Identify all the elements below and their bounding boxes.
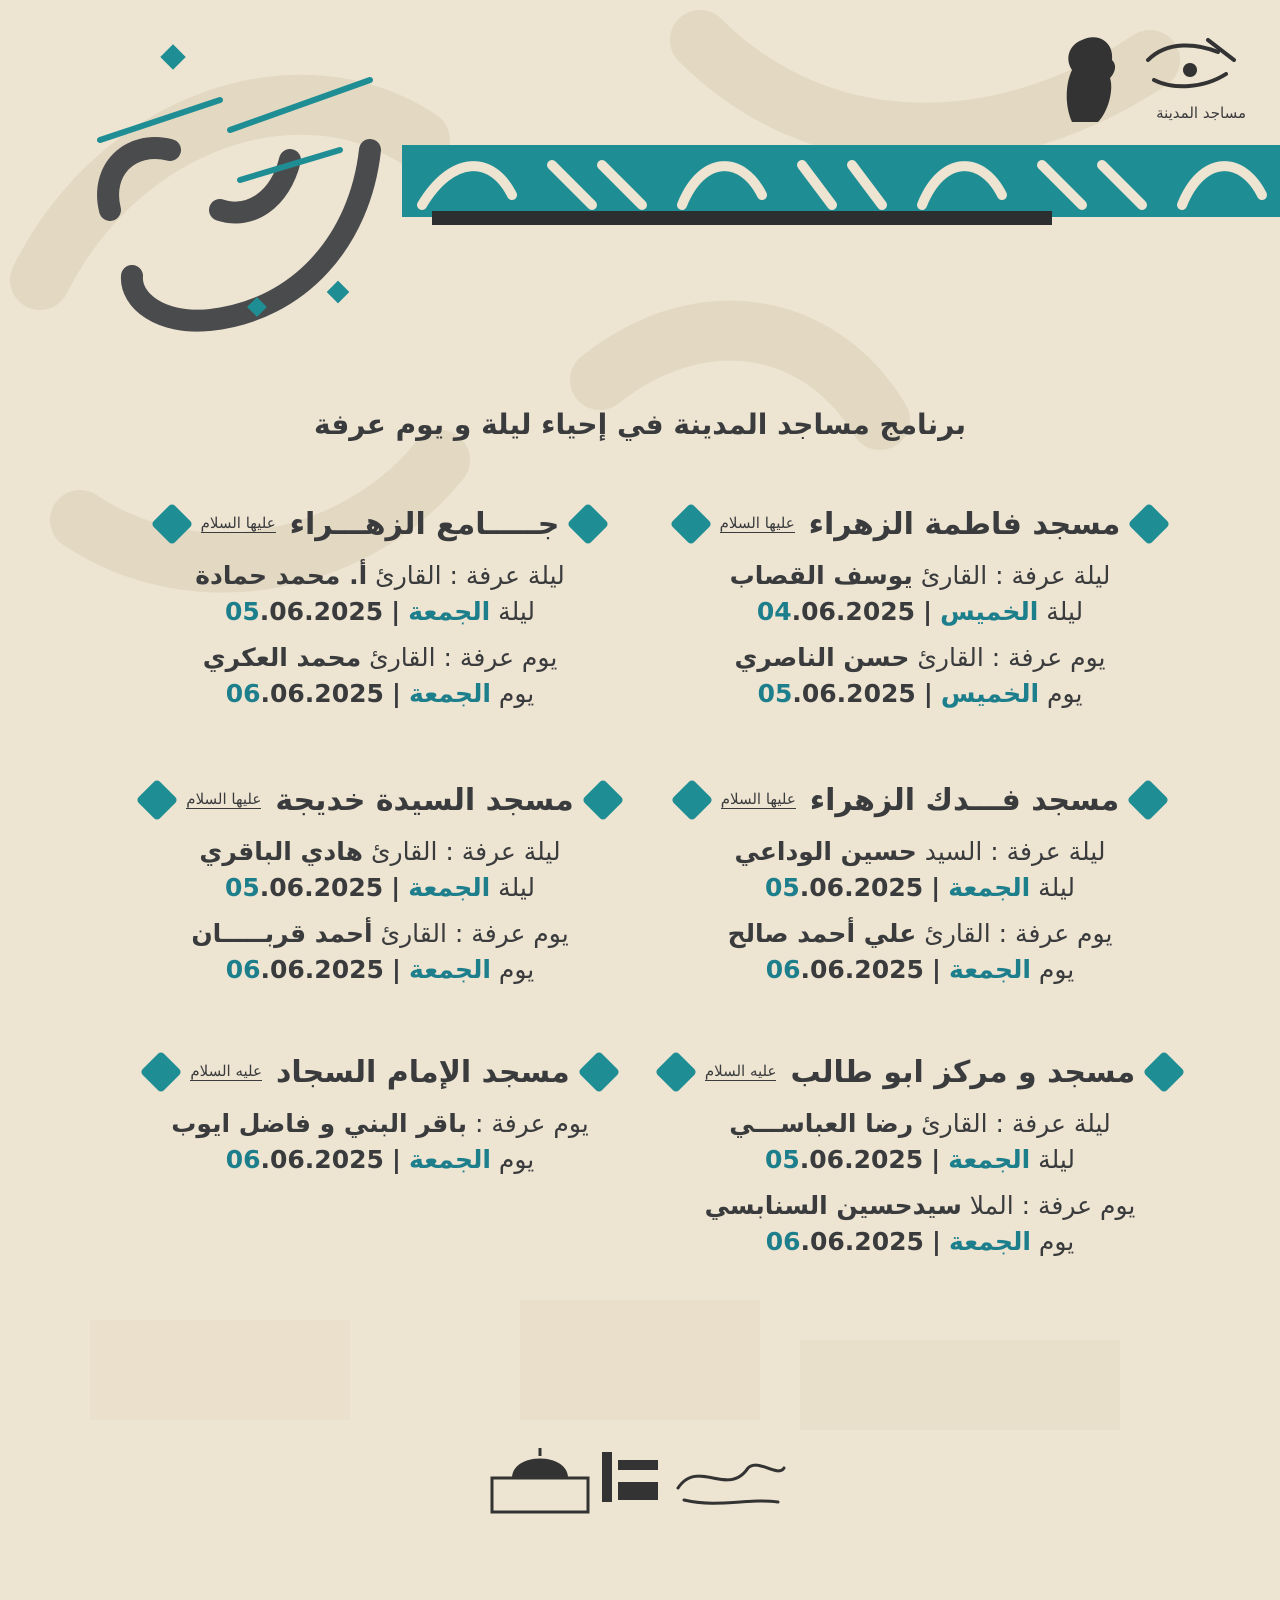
- diamond-icon: [1127, 779, 1169, 821]
- day-prefix: يوم: [1038, 1227, 1075, 1256]
- day-name: الجمعة: [948, 1227, 1031, 1256]
- diamond-icon: [136, 779, 178, 821]
- entry-reader-line: [120, 916, 640, 952]
- entry-date-line: [660, 1224, 1180, 1260]
- entry-reader-line: [660, 640, 1180, 676]
- entry-reader-line: [120, 640, 640, 676]
- diamond-icon: [567, 503, 609, 545]
- entry-reader-line: [120, 558, 640, 594]
- schedule-entry: [660, 916, 1180, 988]
- date-rest: .06.2025: [259, 873, 384, 902]
- mosque-name: مسجد فـــدك الزهراء: [809, 782, 1120, 818]
- entry-reader-line: [660, 1188, 1180, 1224]
- date-day: 06: [765, 1227, 801, 1256]
- date-day: 05: [764, 873, 800, 902]
- date: [226, 1145, 384, 1174]
- entry-date-line: [660, 676, 1180, 712]
- date: [226, 955, 384, 984]
- reader-name: علي أحمد صالح: [727, 919, 917, 948]
- date-day: 05: [224, 873, 260, 902]
- dome-icon: [492, 1448, 588, 1512]
- schedule-entry: [660, 1106, 1180, 1178]
- separator: |: [391, 679, 401, 708]
- date: [765, 1145, 923, 1174]
- footer-logos: [488, 1438, 788, 1518]
- date: [766, 955, 924, 984]
- reader-name: هادي الباقري: [199, 837, 363, 866]
- entry-label: ليلة عرفة : القارئ: [921, 1109, 1111, 1138]
- entry-date-line: [660, 952, 1180, 988]
- day-name: الجمعة: [948, 873, 1031, 902]
- mosque-name: مسجد السيدة خديجة: [275, 782, 574, 818]
- decorative-band: [402, 145, 1280, 225]
- diamond-icon: [1143, 1051, 1185, 1093]
- entry-date-line: [120, 870, 640, 906]
- entry-label: يوم عرفة : القارئ: [369, 643, 558, 672]
- day-prefix: يوم: [498, 679, 535, 708]
- date-rest: .06.2025: [799, 873, 924, 902]
- entry-date-line: [660, 594, 1180, 630]
- entry-date-line: [120, 952, 640, 988]
- separator: |: [931, 955, 941, 984]
- date-rest: .06.2025: [800, 955, 924, 984]
- mosque-header: [660, 1048, 1180, 1096]
- schedule-entry: [120, 834, 640, 906]
- date-rest: .06.2025: [260, 1145, 384, 1174]
- date: [758, 679, 916, 708]
- mosque-header: [120, 500, 640, 548]
- separator: |: [391, 955, 401, 984]
- reader-name: أحمد قربـــــان: [191, 919, 373, 948]
- day-prefix: ليلة: [1038, 1145, 1076, 1174]
- day-prefix: يوم: [498, 1145, 535, 1174]
- honorific: عليها السلام: [200, 513, 276, 532]
- date-day: 05: [757, 679, 793, 708]
- date-day: 06: [225, 1145, 261, 1174]
- honorific: عليه السلام: [190, 1061, 262, 1080]
- mosque-section: [120, 776, 640, 988]
- date: [226, 679, 384, 708]
- date-day: 06: [225, 679, 261, 708]
- day-prefix: ليلة: [1038, 873, 1076, 902]
- entry-label: يوم عرفة :: [474, 1109, 589, 1138]
- day-name: الخميس: [940, 679, 1040, 708]
- entry-date-line: [120, 676, 640, 712]
- entry-reader-line: [660, 1106, 1180, 1142]
- separator: |: [931, 1145, 941, 1174]
- day-name: الجمعة: [408, 1145, 491, 1174]
- mosque-header: [660, 776, 1180, 824]
- day-name: الجمعة: [408, 955, 491, 984]
- date: [225, 597, 383, 626]
- schedule-entry: [120, 1106, 640, 1178]
- schedule-entry: [120, 558, 640, 630]
- diamond-icon: [1128, 503, 1170, 545]
- day-name: الجمعة: [948, 955, 1031, 984]
- diamond-icon: [671, 779, 713, 821]
- schedule-entry: [660, 1188, 1180, 1260]
- hero-calligraphy: [40, 40, 400, 350]
- mosque-section: [660, 500, 1180, 712]
- date: [765, 873, 923, 902]
- mosque-name: مسجد فاطمة الزهراء: [808, 506, 1121, 542]
- silhouette-icon: [1067, 37, 1115, 122]
- schedule-entry: [120, 916, 640, 988]
- entry-reader-line: [660, 916, 1180, 952]
- entry-reader-line: [660, 558, 1180, 594]
- separator: |: [391, 597, 401, 626]
- separator: |: [391, 1145, 401, 1174]
- mosque-header: [120, 776, 640, 824]
- day-name: الجمعة: [408, 679, 491, 708]
- honorific: عليه السلام: [704, 1061, 777, 1080]
- date-rest: .06.2025: [260, 679, 384, 708]
- date-rest: .06.2025: [799, 1145, 924, 1174]
- schedule-entry: [120, 640, 640, 712]
- date-rest: .06.2025: [259, 597, 384, 626]
- mosque-section: [120, 500, 640, 712]
- reader-name: باقر البني و فاضل ايوب: [171, 1109, 467, 1138]
- separator: |: [931, 873, 941, 902]
- mosque-header: [120, 1048, 640, 1096]
- honorific: عليها السلام: [186, 789, 262, 808]
- entry-label: ليلة عرفة : القارئ: [920, 561, 1111, 590]
- day-prefix: يوم: [498, 955, 535, 984]
- reader-name: يوسف القصاب: [729, 561, 913, 590]
- entry-date-line: [120, 1142, 640, 1178]
- day-name: الخميس: [940, 597, 1039, 626]
- day-prefix: ليلة: [498, 873, 536, 902]
- date-rest: .06.2025: [791, 597, 916, 626]
- mosque-section: [660, 1048, 1180, 1260]
- date-day: 06: [225, 955, 261, 984]
- day-name: الجمعة: [948, 1145, 1031, 1174]
- honorific: عليها السلام: [720, 789, 796, 808]
- entry-reader-line: [120, 834, 640, 870]
- reader-name: رضا العباســـي: [729, 1109, 914, 1138]
- reader-name: حسين الوداعي: [734, 837, 917, 866]
- diamond-icon: [669, 503, 711, 545]
- schedule-entry: [660, 834, 1180, 906]
- entry-label: يوم عرفة : الملا: [969, 1191, 1136, 1220]
- diamond-icon: [577, 1051, 619, 1093]
- entry-date-line: [660, 1142, 1180, 1178]
- brand-name: مساجد المدينة: [1156, 104, 1246, 122]
- separator: |: [391, 873, 401, 902]
- mosque-section: [660, 776, 1180, 988]
- day-name: الجمعة: [408, 597, 491, 626]
- separator: |: [922, 597, 933, 626]
- entry-label: ليلة عرفة : القارئ: [370, 837, 561, 866]
- day-prefix: يوم: [1047, 679, 1083, 708]
- date-rest: .06.2025: [792, 679, 916, 708]
- date-rest: .06.2025: [800, 1227, 924, 1256]
- mosque-name: جـــــامع الزهـــراء: [289, 506, 560, 542]
- wa-huwa-maakum-logo: [678, 1465, 784, 1503]
- diamond-icon: [150, 503, 192, 545]
- day-prefix: ليلة: [498, 597, 536, 626]
- honorific: عليها السلام: [719, 513, 795, 532]
- entry-date-line: [660, 870, 1180, 906]
- entry-label: يوم عرفة : القارئ: [380, 919, 569, 948]
- date-day: 05: [764, 1145, 800, 1174]
- date-day: 04: [756, 597, 792, 626]
- entry-label: ليلة عرفة : السيد: [924, 837, 1106, 866]
- entry-reader-line: [660, 834, 1180, 870]
- entry-label: ليلة عرفة : القارئ: [375, 561, 565, 590]
- mosque-name: مسجد الإمام السجاد: [275, 1054, 570, 1090]
- schedule-entry: [660, 640, 1180, 712]
- ana-ala-alahd-logo: [602, 1452, 658, 1502]
- day-prefix: ليلة: [1046, 597, 1084, 626]
- date-day: 05: [224, 597, 260, 626]
- reader-name: أ. محمد حمادة: [195, 561, 368, 590]
- diamond-icon: [140, 1051, 182, 1093]
- entry-label: يوم عرفة : القارئ: [924, 919, 1113, 948]
- reader-name: حسن الناصري: [734, 643, 910, 672]
- date: [766, 1227, 924, 1256]
- day-name: الجمعة: [408, 873, 491, 902]
- reader-name: سيدحسين السنابسي: [704, 1191, 962, 1220]
- diamond-icon: [581, 779, 623, 821]
- reader-name: محمد العكري: [202, 643, 362, 672]
- separator: |: [923, 679, 933, 708]
- date-rest: .06.2025: [260, 955, 384, 984]
- entry-date-line: [120, 594, 640, 630]
- date: [757, 597, 915, 626]
- date-day: 06: [765, 955, 801, 984]
- schedule-entry: [660, 558, 1180, 630]
- entry-label: يوم عرفة : القارئ: [917, 643, 1106, 672]
- diamond-icon: [655, 1051, 697, 1093]
- program-subtitle: برنامج مساجد المدينة في إحياء ليلة و يوم عرفة: [313, 408, 967, 441]
- day-prefix: يوم: [1038, 955, 1075, 984]
- separator: |: [931, 1227, 941, 1256]
- entry-reader-line: [120, 1106, 640, 1142]
- calligraphy-art: [40, 40, 400, 350]
- mosque-section: [120, 1048, 640, 1178]
- date: [225, 873, 383, 902]
- mosque-name: مسجد و مركز ابو طالب: [790, 1054, 1136, 1090]
- mosque-header: [660, 500, 1180, 548]
